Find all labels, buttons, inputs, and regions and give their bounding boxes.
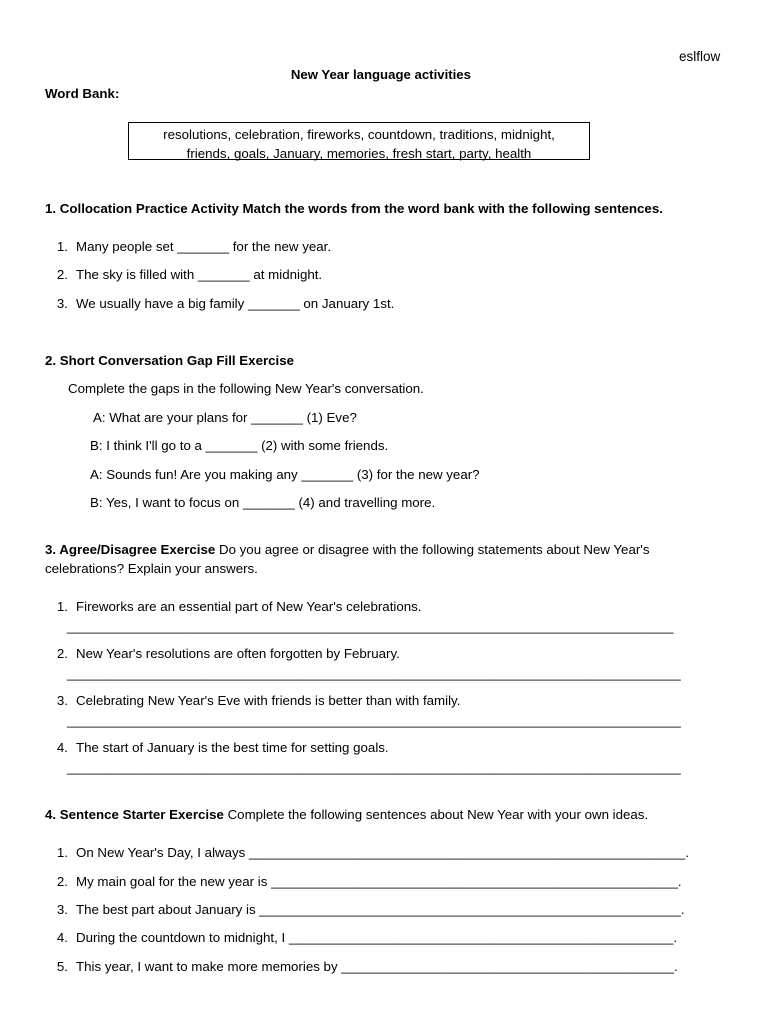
brand-label: eslflow	[679, 49, 721, 64]
list-item: 3. Celebrating New Year's Eve with friends is better than with family.	[56, 693, 461, 708]
list-item: 3. We usually have a big family _______ on January 1st.	[56, 296, 395, 311]
section-3-heading-line-2: celebrations? Explain your answers.	[45, 561, 258, 576]
section-2-heading: 2. Short Conversation Gap Fill Exercise	[45, 353, 295, 368]
answer-line: ___________________________________________________________________________________	[67, 713, 681, 728]
answer-line: __________________________________________________________________________________	[67, 619, 674, 634]
word-bank-label: Word Bank:	[45, 86, 120, 101]
list-item: 2. The sky is filled with _______ at midnight.	[56, 267, 323, 282]
section-2-instruction: Complete the gaps in the following New Year's conversation.	[68, 381, 424, 396]
answer-line: ___________________________________________________________________________________	[67, 760, 681, 775]
section-1-heading: 1. Collocation Practice Activity Match the words from the word bank with the following sentences.	[45, 201, 663, 216]
dialogue-line: A: What are your plans for _______ (1) Eve?	[93, 410, 357, 425]
dialogue-line: A: Sounds fun! Are you making any _______ (3) for the new year?	[90, 467, 480, 482]
list-item: 5. This year, I want to make more memories by _____________________________________________.	[56, 959, 678, 974]
word-bank-box	[128, 122, 590, 160]
answer-line: ___________________________________________________________________________________	[67, 666, 681, 681]
section-3-heading: 3. Agree/Disagree Exercise Do you agree or disagree with the following statements about New Year's	[45, 542, 650, 557]
list-item: 2. New Year's resolutions are often forgotten by February.	[56, 646, 400, 661]
page-title: New Year language activities	[290, 67, 471, 82]
list-item: 3. The best part about January is _________________________________________________________.	[56, 902, 685, 917]
section-4-heading: 4. Sentence Starter Exercise Complete the following sentences about New Year with your own ideas.	[45, 807, 649, 822]
list-item: 4. The start of January is the best time for setting goals.	[56, 740, 389, 755]
list-item: 4. During the countdown to midnight, I ____________________________________________________.	[56, 930, 678, 945]
word-bank-line-1: resolutions, celebration, fireworks, countdown, traditions, midnight,	[163, 127, 555, 142]
list-item: 2. My main goal for the new year is _______________________________________________________.	[56, 874, 682, 889]
word-bank-line-2: friends, goals, January, memories, fresh start, party, health	[186, 146, 532, 161]
list-item: 1. On New Year's Day, I always ___________________________________________________________.	[56, 845, 690, 860]
list-item: 1. Many people set _______ for the new year.	[56, 239, 332, 254]
list-item: 1. Fireworks are an essential part of New Year's celebrations.	[56, 599, 422, 614]
dialogue-line: B: I think I'll go to a _______ (2) with some friends.	[90, 438, 389, 453]
dialogue-line: B: Yes, I want to focus on _______ (4) and travelling more.	[90, 495, 436, 510]
